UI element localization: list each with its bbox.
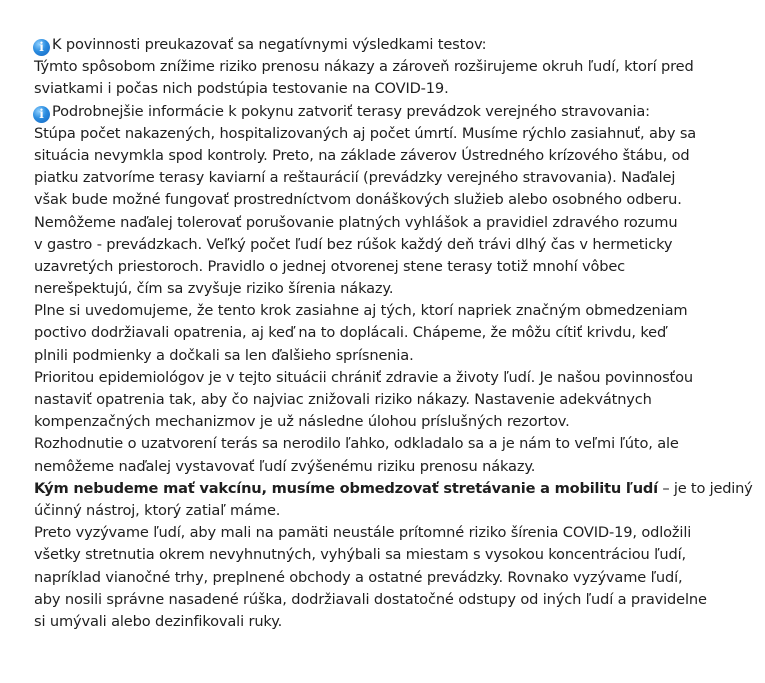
paragraph-line: Rozhodnutie o uzatvorení terás sa nerodilo ľahko, odkladalo sa a je nám to veľmi ľúto, ale — [34, 435, 679, 453]
vaccine-statement-bold: Kým nebudeme mať vakcínu, musíme obmedzovať stretávanie a mobilitu ľudí — [34, 479, 658, 497]
paragraph-line: Prioritou epidemiológov je v tejto situácii chrániť zdravie a životy ľudí. Je našou povinnosťou — [34, 368, 693, 386]
heading-testing-text: K povinnosti preukazovať sa negatívnymi výsledkami testov: — [52, 36, 487, 53]
vaccine-statement-rest: – je to jediný — [657, 479, 753, 497]
paragraph-line: sviatkami i počas nich podstúpia testovanie na COVID-19. — [34, 80, 449, 98]
paragraph-line: situácia nevymkla spod kontroly. Preto, na základe záverov Ústredného krízového štábu, od — [34, 146, 690, 164]
heading-terraces-text: Podrobnejšie informácie k pokynu zatvoriť terasy prevádzok verejného stravovania: — [52, 102, 650, 120]
paragraph-line: Týmto spôsobom znížime riziko prenosu nákazy a zároveň rozširujeme okruh ľudí, ktorí pred — [34, 58, 694, 76]
info-icon: i — [33, 39, 50, 56]
paragraph-line: v gastro - prevádzkach. Veľký počet ľudí bez rúšok každý deň trávi dlhý čas v hermeticky — [34, 235, 673, 253]
paragraph-line: plnili podmienky a dočkali sa len ďalšieho sprísnenia. — [34, 346, 414, 364]
paragraph-line: Plne si uvedomujeme, že tento krok zasiahne aj tých, ktorí napriek značným obmedzeniam — [34, 302, 688, 320]
paragraph-line: nastaviť opatrenia tak, aby čo najviac znižovali riziko nákazy. Nastavenie adekvátnych — [34, 391, 652, 408]
paragraph-line: nerešpektujú, čím sa zvyšuje riziko šírenia nákazy. — [34, 280, 394, 298]
paragraph-line: aby nosili správne nasadené rúška, dodržiavali dostatočné odstupy od iných ľudí a pravidelne — [34, 590, 707, 608]
heading-terraces — [34, 101, 745, 123]
paragraph-line: si umývali alebo dezinfikovali ruky. — [34, 612, 283, 630]
paragraph-line: uzavretých priestoroch. Pravidlo o jednej otvorenej stene terasy totiž mnohí vôbec — [34, 257, 626, 275]
paragraph-line: kompenzačných mechanizmov je už následne úlohou príslušných rezortov. — [34, 413, 570, 431]
paragraph-line: účinný nástroj, ktorý zatiaľ máme. — [34, 501, 281, 519]
paragraph-line: Stúpa počet nakazených, hospitalizovaných aj počet úmrtí. Musíme rýchlo zasiahnuť, aby sa — [34, 124, 697, 142]
vaccine-statement — [34, 478, 753, 500]
paragraph-line: však bude možné fungovať prostredníctvom donáškových služieb alebo osobného odberu. — [34, 191, 682, 209]
paragraph-line: Preto vyzývame ľudí, aby mali na pamäti neustále prítomné riziko šírenia COVID-19, odložili — [34, 524, 692, 542]
paragraph-line: poctivo dodržiavali opatrenia, aj keď na to doplácali. Chápeme, že môžu cítiť krivdu, keď — [34, 324, 667, 342]
paragraph-line: Nemôžeme naďalej tolerovať porušovanie platných vyhlášok a pravidiel zdravého rozumu — [34, 213, 678, 231]
info-icon: i — [33, 106, 50, 123]
heading-testing — [34, 34, 745, 56]
paragraph-line: nemôžeme naďalej vystavovať ľudí zvýšenému riziku prenosu nákazy. — [34, 457, 536, 475]
paragraph-line: napríklad vianočné trhy, preplnené obchody a ostatné prevádzky. Rovnako vyzývame ľudí, — [34, 568, 683, 586]
paragraph-line: všetky stretnutia okrem nevyhnutných, vyhýbali sa miestam s vysokou koncentráciou ľudí, — [34, 546, 687, 564]
paragraph-line: piatku zatvoríme terasy kaviarní a reštaurácií (prevádzky verejného stravovania). Naďalej — [34, 169, 676, 187]
